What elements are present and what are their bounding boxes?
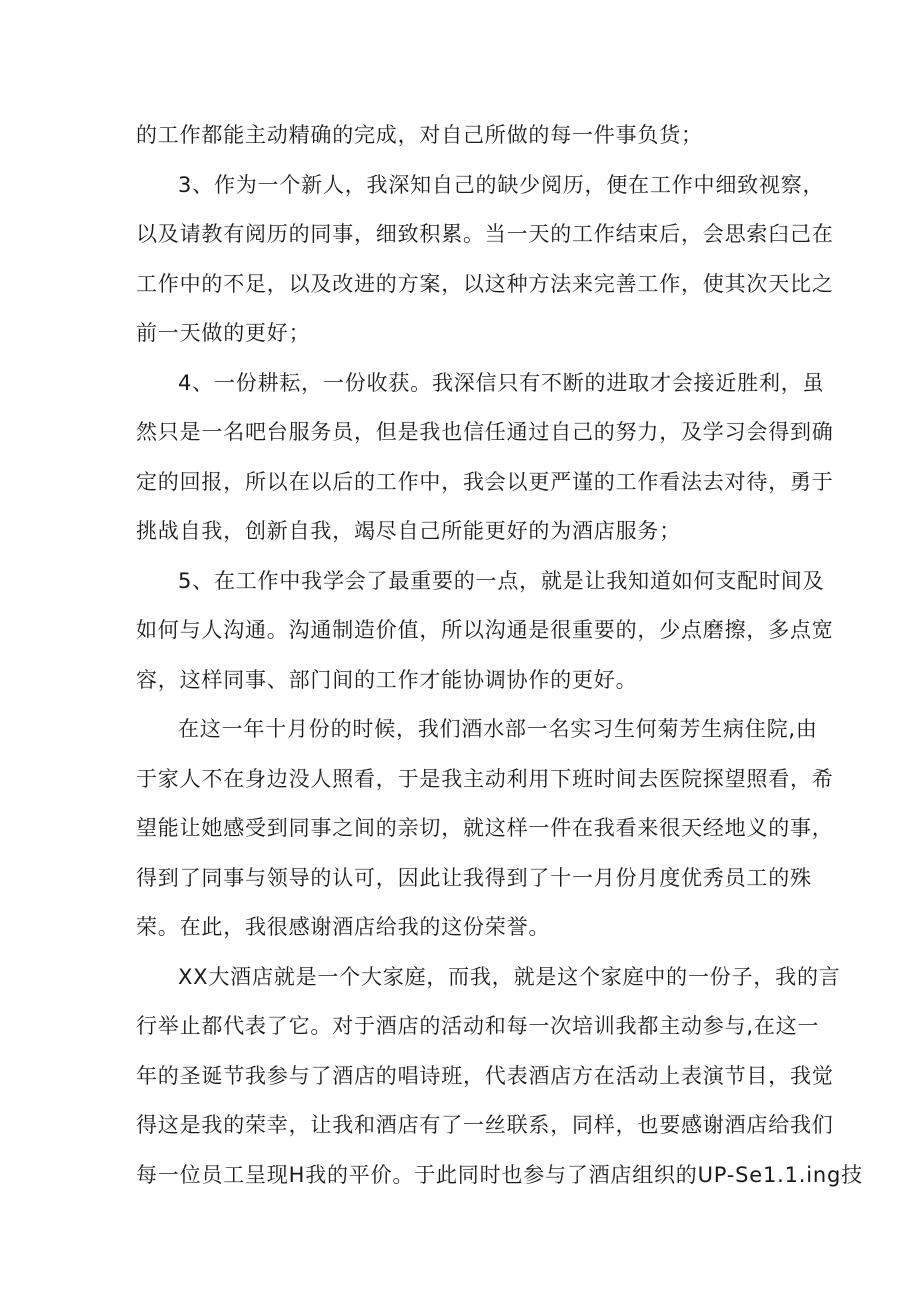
text-line: 荣。在此，我很感谢酒店给我的这份荣誉。 (136, 915, 551, 939)
text-line: 挑战自我，创新自我，竭尽自己所能更好的为酒店服务； (136, 519, 681, 543)
text-line: 容，这样同事、部门间的工作才能协调协作的更好。 (136, 667, 638, 692)
text-line: 定的回报，所以在以后的工作中，我会以更严谨的工作看法去对待，勇于 (136, 469, 834, 494)
document-body (136, 114, 863, 1203)
text-line: 5、在工作中我学会了最重要的一点，就是让我知道如何支配时间及 (178, 568, 825, 593)
text-line: 得这是我的荣幸，让我和酒店有了一丝联系，同样，也要感谢酒店给我们 (136, 1113, 834, 1137)
text-line: 以及请教有阅历的同事，细致积累。当一天的工作结束后，会思索臼己在 (136, 222, 834, 246)
text-line: XX大酒店就是一个大家庭，而我，就是这个家庭中的一份子，我的言 (178, 964, 841, 989)
text-line: 的工作都能主动精确的完成，对自己所做的每一件事负货； (136, 123, 703, 147)
text-line: 前一天做的更好； (136, 321, 311, 345)
text-line: 3、作为一个新人，我深知自己的缺少阅历，便在工作中细致视察， (178, 172, 825, 197)
text-line: 得到了同事与领导的认可，因此让我得到了十一月份月度优秀员工的殊 (136, 865, 812, 890)
text-line: 4、一份耕耘，一份收获。我深信只有不断的进取才会接近胜利，虽 (178, 370, 825, 395)
text-line: 如何与人沟通。沟通制造价值，所以沟通是很重要的，少点磨擦，多点宽 (136, 618, 834, 642)
text-line: 每一位员工呈现H我的平价。于此同时也参与了酒店组织的UP-Se1.1.ing技 (136, 1162, 863, 1187)
text-line: 年的圣诞节我参与了酒店的唱诗班，代表酒店方在活动上表演节目，我觉 (136, 1063, 834, 1088)
text-line: 工作中的不足，以及改进的方案，以这种方法来完善工作，使其次天比之 (136, 271, 834, 296)
text-line: 望能让她感受到同事之间的亲切，就这样一件在我看来很天经地义的事， (136, 816, 834, 840)
text-line: 然只是一名吧台服务员，但是我也信任通过自己的努力，及学习会得到确 (136, 420, 834, 444)
text-line: 在这一年十月份的时候，我们酒水部一名实习生何菊芳生病住院,由 (178, 717, 818, 741)
text-line: 于家人不在身边没人照看，于是我主动利用下班时间去医院探望照看，希 (136, 766, 834, 791)
text-line: 行举止都代表了它。对于酒店的活动和每一次培训我都主动参与,在这一 (136, 1014, 820, 1038)
